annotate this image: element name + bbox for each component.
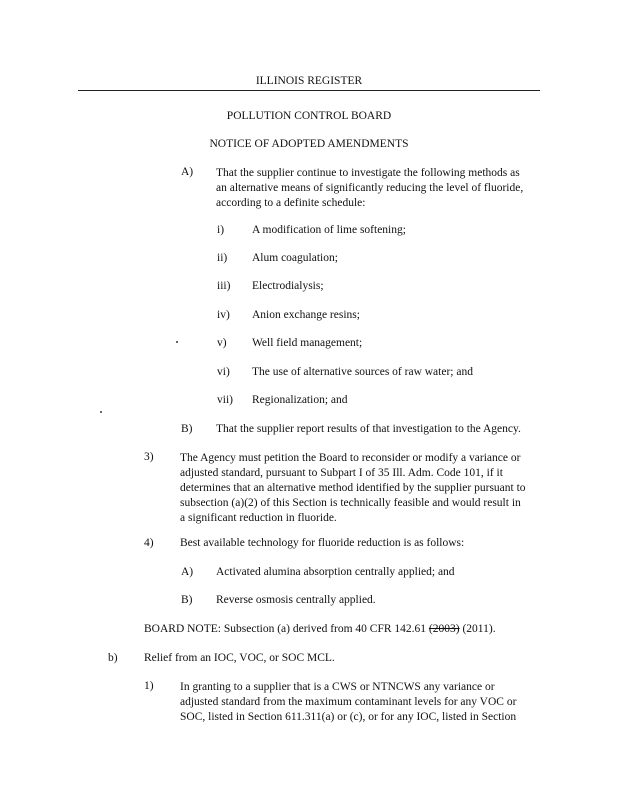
- board-note: [144, 623, 496, 635]
- method-num: iii): [217, 280, 231, 292]
- register-title: ILLINOIS REGISTER: [255, 75, 363, 87]
- item-b-lower-text: Relief from an IOC, VOC, or SOC MCL.: [144, 652, 335, 664]
- item-a-label: A): [181, 166, 194, 178]
- item-4-sub-label: B): [181, 594, 193, 606]
- item-b1-line: In granting to a supplier that is a CWS or NTNCWS any variance or: [180, 681, 495, 693]
- method-num: v): [217, 337, 227, 349]
- board-note-prefix: BOARD NOTE: Subsection (a) derived from 40 CFR 142.61: [144, 623, 429, 635]
- item-4-text: Best available technology for fluoride reduction is as follows:: [180, 537, 465, 549]
- item-a-line: That the supplier continue to investigate the following methods as: [216, 167, 520, 179]
- method-text: Regionalization; and: [252, 394, 348, 406]
- item-a-line: according to a definite schedule:: [216, 197, 366, 209]
- scan-speck: [176, 341, 178, 343]
- method-num: ii): [217, 252, 228, 264]
- method-num: vii): [217, 394, 233, 406]
- method-num: vi): [217, 366, 230, 378]
- item-b1-line: adjusted standard from the maximum contaminant levels for any VOC or: [180, 696, 517, 708]
- item-3-label: 3): [144, 451, 154, 463]
- item-3-line: subsection (a)(2) of this Section is technically feasible and would result in: [180, 497, 521, 509]
- item-a-text: [216, 166, 523, 211]
- item-3-line: determines that an alternative method identified by the supplier pursuant to: [180, 482, 526, 494]
- item-3-line: adjusted standard, pursuant to Subpart I of 35 Ill. Adm. Code 101, if it: [180, 467, 503, 479]
- item-3-text: [180, 451, 526, 526]
- item-b1-text: [180, 680, 516, 725]
- item-3-line: The Agency must petition the Board to reconsider or modify a variance or: [180, 452, 521, 464]
- item-b-upper-label: B): [181, 423, 193, 435]
- method-num: i): [217, 224, 225, 236]
- notice-title: NOTICE OF ADOPTED AMENDMENTS: [209, 138, 409, 150]
- item-b1-label: 1): [144, 680, 154, 692]
- board-note-suffix: (2011).: [459, 623, 496, 635]
- scan-speck: [100, 411, 102, 413]
- item-4-label: 4): [144, 537, 154, 549]
- header-rule: [78, 90, 540, 91]
- board-title: POLLUTION CONTROL BOARD: [226, 110, 392, 122]
- item-b-lower-label: b): [108, 652, 118, 664]
- method-text: Well field management;: [252, 337, 363, 349]
- item-4-sub-label: A): [181, 566, 194, 578]
- item-4-sub-text: Reverse osmosis centrally applied.: [216, 594, 376, 606]
- method-text: A modification of lime softening;: [252, 224, 406, 236]
- method-text: Anion exchange resins;: [252, 309, 360, 321]
- item-a-line: an alternative means of significantly reducing the level of fluoride,: [216, 182, 524, 194]
- method-text: Alum coagulation;: [252, 252, 338, 264]
- item-4-sub-text: Activated alumina absorption centrally applied; and: [216, 566, 455, 578]
- method-text: Electrodialysis;: [252, 280, 324, 292]
- item-b1-line: SOC, listed in Section 611.311(a) or (c), or for any IOC, listed in Section: [180, 711, 517, 723]
- item-3-line: a significant reduction in fluoride.: [180, 512, 337, 524]
- method-text: The use of alternative sources of raw water; and: [252, 366, 473, 378]
- item-b-upper-text: That the supplier report results of that investigation to the Agency.: [216, 423, 521, 435]
- method-num: iv): [217, 309, 230, 321]
- board-note-struck-year: (2003): [428, 623, 460, 635]
